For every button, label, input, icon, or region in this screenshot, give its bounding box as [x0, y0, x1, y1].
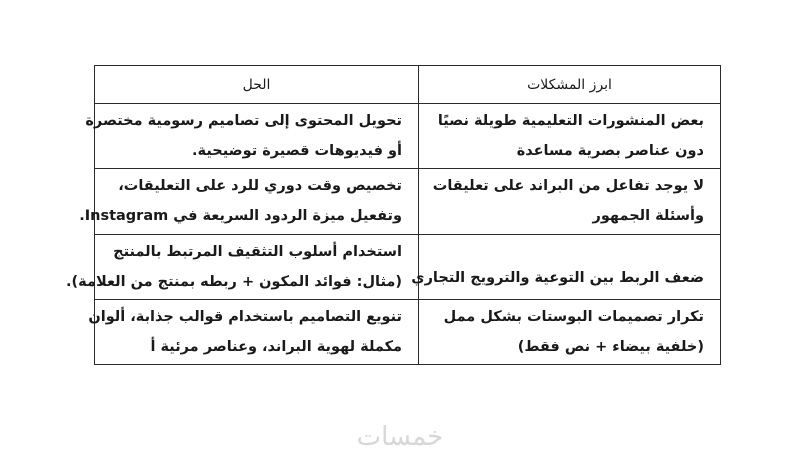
solution-cell [66, 234, 419, 299]
solution-cell [85, 104, 419, 169]
header-solution: الحل [95, 66, 419, 104]
problems-solutions-table-container [66, 65, 720, 365]
problem-text: لا يوجد تفاعل من البراند على تعليقات [432, 178, 704, 195]
khamsat-watermark: خمسات [356, 422, 444, 452]
solution-text: (مثال: فوائد المكون + ربطه بمنتج من العلامة). [66, 273, 402, 290]
solution-text: تنويع التصاميم باستخدام قوالب جذابة، ألوان [88, 308, 402, 325]
problems-solutions-table [66, 65, 721, 365]
solution-text: أو فيديوهات قصيرة توضيحية. [192, 143, 402, 160]
problem-text: ضعف الربط بين التوعية والترويج التجاري [411, 269, 704, 286]
problem-text: تكرار تصميمات البوستات بشكل ممل [443, 308, 704, 325]
header-problems: ابرز المشكلات [419, 66, 721, 104]
solution-text: تحويل المحتوى إلى تصاميم رسومية مختصرة [85, 113, 402, 130]
problem-cell [419, 104, 721, 169]
problem-text: بعض المنشورات التعليمية طويلة نصيًا [437, 113, 704, 130]
problem-cell [419, 299, 721, 364]
solution-cell [88, 299, 419, 364]
solution-text: استخدام أسلوب التثقيف المرتبط بالمنتج [113, 243, 402, 260]
table-row [95, 169, 721, 234]
solution-text: مكملة لهوية البراند، وعناصر مرئية أ [150, 338, 402, 355]
table-row [95, 299, 721, 364]
solution-text: وتفعيل ميزة الردود السريعة في Instagram. [79, 208, 402, 225]
problem-text: (خلفية بيضاء + نص فقط) [517, 338, 704, 355]
table-row [95, 104, 721, 169]
solution-text: تخصيص وقت دوري للرد على التعليقات، [118, 178, 402, 195]
table-header-row [95, 66, 721, 104]
problem-cell [419, 169, 721, 234]
problem-text: دون عناصر بصرية مساعدة [516, 143, 704, 160]
solution-cell [79, 169, 419, 234]
table-row [95, 234, 721, 299]
problem-text: وأسئلة الجمهور [592, 208, 704, 225]
problem-cell [411, 234, 721, 299]
